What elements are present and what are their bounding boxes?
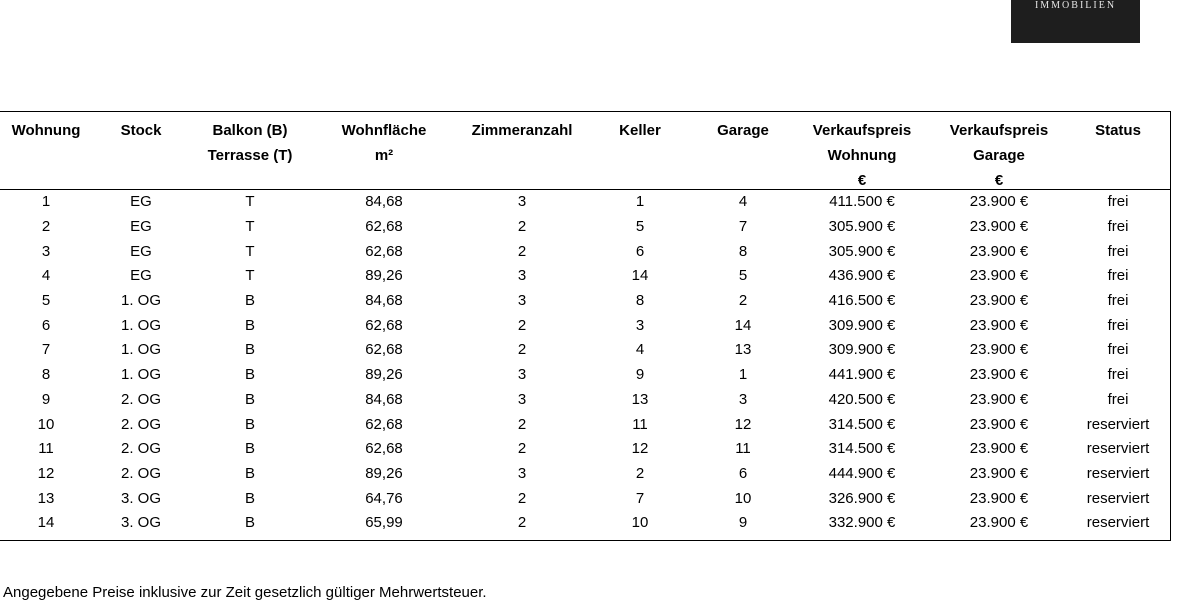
cell-wohnung: 11: [38, 440, 54, 458]
cell-stock: EG: [130, 242, 152, 260]
cell-balkon-terrasse: T: [245, 242, 255, 260]
cell-status: frei: [1107, 366, 1129, 384]
column-header-line: Stock: [120, 122, 162, 139]
cell-balkon-terrasse: B: [244, 464, 255, 482]
table-row: [0, 264, 1170, 289]
cell-keller: 10: [631, 514, 649, 532]
cell-zimmeranzahl: 3: [517, 366, 527, 384]
cell-verkaufspreis-wohnung: 436.900 €: [828, 267, 896, 285]
cell-stock: 3. OG: [120, 489, 161, 507]
cell-verkaufspreis-garage: 23.900 €: [969, 316, 1029, 334]
cell-balkon-terrasse: B: [244, 366, 255, 384]
table-row: [0, 215, 1170, 240]
cell-wohnflaeche: 62,68: [365, 316, 403, 334]
column-header-line: Wohnfläche: [341, 122, 427, 139]
cell-zimmeranzahl: 3: [517, 267, 527, 285]
column-header-status: [1066, 112, 1170, 189]
cell-garage: 11: [735, 440, 751, 458]
cell-wohnflaeche: 84,68: [365, 390, 403, 408]
cell-wohnung: 5: [41, 292, 51, 310]
table-row: [0, 462, 1170, 487]
cell-garage: 9: [738, 514, 748, 532]
cell-verkaufspreis-garage: 23.900 €: [969, 440, 1029, 458]
cell-zimmeranzahl: 2: [517, 218, 527, 236]
column-header-verkaufspreis-wohnung: [792, 112, 932, 189]
cell-balkon-terrasse: B: [244, 292, 255, 310]
cell-wohnung: 12: [37, 464, 55, 482]
cell-wohnflaeche: 84,68: [365, 193, 403, 211]
column-header-line: Wohnung: [827, 147, 897, 164]
table-row: [0, 313, 1170, 338]
cell-zimmeranzahl: 2: [517, 316, 527, 334]
cell-verkaufspreis-garage: 23.900 €: [969, 464, 1029, 482]
cell-wohnung: 7: [41, 341, 51, 359]
cell-wohnung: 2: [41, 218, 51, 236]
cell-stock: EG: [130, 267, 152, 285]
column-header-line: Garage: [717, 122, 769, 139]
logo-text: IMMOBILIEN: [1034, 0, 1117, 11]
cell-keller: 5: [635, 218, 645, 236]
table-row: [0, 511, 1170, 536]
column-header-line: Verkaufspreis: [812, 122, 912, 139]
cell-balkon-terrasse: B: [244, 316, 255, 334]
cell-stock: EG: [130, 193, 152, 211]
cell-wohnung: 6: [41, 316, 51, 334]
cell-stock: 1. OG: [120, 366, 161, 384]
cell-keller: 9: [635, 366, 645, 384]
cell-status: reserviert: [1086, 514, 1150, 532]
cell-verkaufspreis-garage: 23.900 €: [969, 193, 1029, 211]
cell-balkon-terrasse: B: [244, 489, 255, 507]
cell-status: frei: [1107, 267, 1129, 285]
column-header-line: €: [994, 172, 1004, 189]
cell-wohnflaeche: 89,26: [365, 464, 403, 482]
cell-verkaufspreis-wohnung: 309.900 €: [828, 316, 896, 334]
cell-balkon-terrasse: B: [244, 415, 255, 433]
column-header-wohnflaeche: [310, 112, 458, 189]
cell-status: frei: [1107, 316, 1129, 334]
cell-verkaufspreis-wohnung: 314.500 €: [828, 415, 896, 433]
cell-zimmeranzahl: 2: [517, 341, 527, 359]
cell-wohnung: 14: [37, 514, 55, 532]
cell-wohnung: 4: [41, 267, 51, 285]
cell-verkaufspreis-wohnung: 332.900 €: [828, 514, 896, 532]
table-row: [0, 338, 1170, 363]
column-header-line: Wohnung: [11, 122, 81, 139]
table-row: [0, 412, 1170, 437]
cell-verkaufspreis-wohnung: 411.500 €: [829, 193, 895, 211]
cell-verkaufspreis-garage: 23.900 €: [969, 218, 1029, 236]
cell-status: reserviert: [1086, 489, 1150, 507]
cell-balkon-terrasse: B: [244, 341, 255, 359]
cell-zimmeranzahl: 3: [517, 390, 527, 408]
cell-status: reserviert: [1086, 440, 1150, 458]
cell-garage: 3: [738, 390, 748, 408]
column-header-zimmeranzahl: [458, 112, 586, 189]
cell-garage: 12: [734, 415, 752, 433]
cell-wohnflaeche: 65,99: [365, 514, 403, 532]
column-header-verkaufspreis-garage: [932, 112, 1066, 189]
cell-verkaufspreis-garage: 23.900 €: [969, 242, 1029, 260]
table-row: [0, 437, 1170, 462]
cell-wohnflaeche: 84,68: [365, 292, 403, 310]
cell-keller: 14: [631, 267, 649, 285]
cell-balkon-terrasse: B: [244, 440, 255, 458]
cell-balkon-terrasse: B: [244, 390, 255, 408]
table-row: [0, 239, 1170, 264]
cell-wohnung: 1: [41, 193, 51, 211]
cell-garage: 8: [738, 242, 748, 260]
cell-stock: 2. OG: [120, 415, 161, 433]
cell-verkaufspreis-garage: 23.900 €: [969, 267, 1029, 285]
cell-keller: 2: [635, 464, 645, 482]
cell-status: reserviert: [1086, 415, 1150, 433]
cell-zimmeranzahl: 2: [517, 242, 527, 260]
column-header-stock: [92, 112, 190, 189]
table-row: [0, 363, 1170, 388]
cell-garage: 14: [734, 316, 752, 334]
cell-garage: 10: [734, 489, 752, 507]
cell-garage: 2: [738, 292, 748, 310]
cell-verkaufspreis-wohnung: 416.500 €: [828, 292, 896, 310]
cell-balkon-terrasse: T: [245, 267, 255, 285]
cell-zimmeranzahl: 3: [517, 193, 527, 211]
cell-keller: 7: [635, 489, 645, 507]
cell-zimmeranzahl: 2: [517, 415, 527, 433]
cell-keller: 6: [635, 242, 645, 260]
cell-wohnflaeche: 62,68: [365, 242, 403, 260]
cell-wohnung: 9: [41, 390, 51, 408]
cell-status: frei: [1107, 242, 1129, 260]
cell-stock: EG: [130, 218, 152, 236]
cell-stock: 1. OG: [120, 316, 161, 334]
cell-garage: 5: [738, 267, 748, 285]
cell-keller: 11: [632, 415, 648, 433]
price-footnote: Angegebene Preise inklusive zur Zeit gesetzlich gültiger Mehrwertsteuer.: [3, 584, 487, 601]
cell-keller: 4: [635, 341, 645, 359]
column-header-line: Garage: [973, 147, 1025, 164]
cell-balkon-terrasse: T: [245, 218, 255, 236]
table-row: [0, 486, 1170, 511]
cell-zimmeranzahl: 2: [517, 440, 527, 458]
column-header-line: €: [857, 172, 867, 189]
cell-balkon-terrasse: T: [245, 193, 255, 211]
cell-status: frei: [1107, 341, 1129, 359]
cell-garage: 13: [734, 341, 752, 359]
cell-verkaufspreis-wohnung: 441.900 €: [828, 366, 896, 384]
cell-wohnung: 3: [41, 242, 51, 260]
column-header-keller: [586, 112, 694, 189]
cell-verkaufspreis-garage: 23.900 €: [969, 415, 1029, 433]
table-row: [0, 190, 1170, 215]
cell-keller: 3: [635, 316, 645, 334]
column-header-line: Status: [1095, 122, 1141, 139]
cell-verkaufspreis-wohnung: 314.500 €: [828, 440, 896, 458]
cell-zimmeranzahl: 2: [517, 514, 527, 532]
column-header-wohnung: [0, 112, 92, 189]
cell-stock: 2. OG: [120, 464, 161, 482]
column-header-line: Terrasse (T): [207, 147, 293, 164]
cell-status: frei: [1107, 218, 1129, 236]
cell-zimmeranzahl: 3: [517, 292, 527, 310]
cell-status: frei: [1107, 390, 1129, 408]
column-header-line: Balkon (B): [212, 122, 288, 139]
cell-wohnflaeche: 62,68: [365, 415, 403, 433]
cell-status: frei: [1107, 292, 1129, 310]
cell-keller: 1: [635, 193, 645, 211]
cell-zimmeranzahl: 2: [517, 489, 527, 507]
cell-wohnflaeche: 62,68: [365, 440, 403, 458]
column-header-line: m²: [374, 147, 394, 164]
cell-verkaufspreis-wohnung: 326.900 €: [828, 489, 896, 507]
cell-verkaufspreis-garage: 23.900 €: [969, 341, 1029, 359]
cell-verkaufspreis-wohnung: 305.900 €: [828, 242, 896, 260]
cell-wohnflaeche: 64,76: [365, 489, 403, 507]
cell-status: frei: [1107, 193, 1129, 211]
cell-stock: 3. OG: [120, 514, 161, 532]
column-header-line: Keller: [619, 122, 661, 139]
cell-wohnung: 10: [37, 415, 55, 433]
cell-keller: 12: [631, 440, 649, 458]
cell-zimmeranzahl: 3: [517, 464, 527, 482]
cell-wohnung: 13: [37, 489, 55, 507]
column-header-line: Verkaufspreis: [949, 122, 1049, 139]
cell-stock: 1. OG: [120, 292, 161, 310]
cell-stock: 2. OG: [120, 390, 161, 408]
cell-keller: 8: [635, 292, 645, 310]
cell-verkaufspreis-garage: 23.900 €: [969, 292, 1029, 310]
cell-verkaufspreis-wohnung: 305.900 €: [828, 218, 896, 236]
apartment-listing-table: [0, 111, 1171, 541]
cell-verkaufspreis-garage: 23.900 €: [969, 366, 1029, 384]
cell-verkaufspreis-wohnung: 420.500 €: [828, 390, 896, 408]
column-header-line: Zimmeranzahl: [471, 122, 573, 139]
cell-garage: 6: [738, 464, 748, 482]
cell-verkaufspreis-garage: 23.900 €: [969, 390, 1029, 408]
column-header-garage: [694, 112, 792, 189]
cell-garage: 1: [738, 366, 748, 384]
cell-wohnung: 8: [41, 366, 51, 384]
cell-wohnflaeche: 89,26: [365, 366, 403, 384]
cell-balkon-terrasse: B: [244, 514, 255, 532]
brand-logo: [1011, 0, 1140, 43]
column-header-balkon-terrasse: [190, 112, 310, 189]
table-header-row: [0, 112, 1170, 190]
cell-wohnflaeche: 62,68: [365, 341, 403, 359]
cell-verkaufspreis-wohnung: 309.900 €: [828, 341, 896, 359]
cell-stock: 2. OG: [120, 440, 161, 458]
table-row: [0, 388, 1170, 413]
cell-keller: 13: [631, 390, 649, 408]
cell-verkaufspreis-garage: 23.900 €: [969, 489, 1029, 507]
cell-verkaufspreis-wohnung: 444.900 €: [828, 464, 896, 482]
cell-wohnflaeche: 89,26: [365, 267, 403, 285]
cell-wohnflaeche: 62,68: [365, 218, 403, 236]
cell-status: reserviert: [1086, 464, 1150, 482]
cell-garage: 7: [738, 218, 748, 236]
cell-stock: 1. OG: [120, 341, 161, 359]
cell-verkaufspreis-garage: 23.900 €: [969, 514, 1029, 532]
cell-garage: 4: [738, 193, 748, 211]
table-body: [0, 190, 1170, 540]
table-row: [0, 289, 1170, 314]
